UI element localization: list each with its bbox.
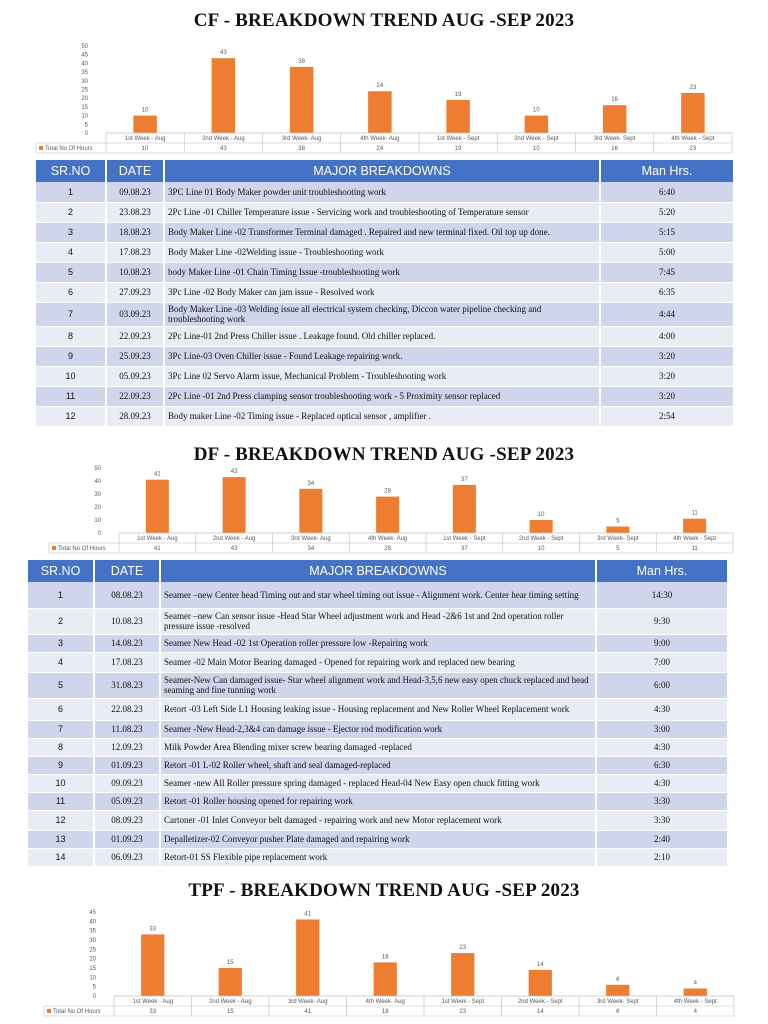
bar — [374, 962, 397, 996]
x-tick-label: 3rd Week- Sept — [596, 999, 639, 1005]
date-cell: 23.08.23 — [106, 202, 164, 222]
data-table-value: 18 — [381, 1009, 389, 1015]
df-breakdown-table — [28, 560, 729, 867]
table-row — [28, 738, 728, 756]
man-hours-cell: 4:00 — [600, 326, 734, 346]
table-row — [36, 222, 734, 242]
sr-no-cell: 6 — [28, 698, 94, 720]
man-hours-cell: 6:35 — [600, 282, 734, 302]
table-row — [28, 848, 728, 866]
sr-no-cell: 9 — [36, 346, 106, 366]
data-table-value: 37 — [461, 546, 468, 552]
data-table-value: 24 — [376, 146, 384, 152]
man-hours-cell: 4:44 — [600, 302, 734, 326]
y-tick-label: 0 — [84, 131, 88, 137]
x-tick-label: 2nd Week - Sept — [518, 536, 564, 542]
sr-no-cell: 9 — [28, 756, 94, 774]
x-tick-label: 4th Week- Aug — [365, 999, 405, 1005]
breakdown-description-cell: Body maker Line -02 Timing issue - Replaced optical sensor , amplifier . — [164, 406, 600, 426]
y-tick-label: 15 — [89, 966, 96, 972]
man-hours-cell: 6:40 — [600, 182, 734, 202]
x-tick-label: 4th Week- Aug — [360, 136, 400, 142]
table-row — [28, 634, 728, 652]
breakdown-description-cell: Retort -01 Roller housing opened for repairing work — [160, 792, 596, 810]
sr-no-cell: 10 — [36, 366, 106, 386]
date-cell: 25.09.23 — [106, 346, 164, 366]
data-table-value: 28 — [384, 546, 391, 552]
x-tick-label: 2nd Week - Aug — [212, 536, 256, 542]
data-label: 19 — [454, 91, 462, 98]
data-table-value: 23 — [689, 146, 697, 152]
table-row — [36, 346, 734, 366]
y-tick-label: 30 — [94, 492, 101, 498]
x-tick-label: 1st Week - Sept — [436, 136, 480, 142]
data-label: 24 — [376, 83, 384, 90]
date-cell: 10.08.23 — [94, 608, 160, 634]
sr-no-cell: 7 — [36, 302, 106, 326]
man-hours-cell: 7:00 — [596, 652, 728, 672]
date-cell: 08.08.23 — [94, 582, 160, 608]
breakdown-description-cell: Milk Powder Area Blending mixer screw bearing damaged -replaced — [160, 738, 596, 756]
sr-no-cell: 5 — [28, 672, 94, 698]
bar — [683, 519, 706, 533]
x-tick-label: 4th Week - Sept — [671, 136, 715, 142]
x-tick-label: 1st Week - Sept — [441, 999, 485, 1005]
date-cell: 22.08.23 — [94, 698, 160, 720]
table-row — [28, 830, 728, 848]
man-hours-cell: 3:00 — [596, 720, 728, 738]
breakdown-description-cell: Seamer-New Can damaged issue- Star wheel alignment work and Head-3,5,6 new easy open chuck replaced and head seaming and fine tunning work — [160, 672, 596, 698]
table-row — [28, 652, 728, 672]
y-tick-label: 45 — [81, 52, 88, 59]
data-table-value: 38 — [298, 146, 305, 152]
y-tick-label: 25 — [81, 87, 88, 94]
breakdown-description-cell: Seamer New Head -02 1st Operation roller pressure low -Repairing work — [160, 634, 596, 652]
bar — [368, 91, 391, 133]
data-label: 10 — [141, 107, 149, 114]
date-cell: 22.09.23 — [106, 386, 164, 406]
table-row — [28, 756, 728, 774]
data-label: 43 — [230, 469, 238, 476]
breakdown-description-cell: Body Maker Line -03 Welding issue all electrical system checking, Diccon water pipeline checking and troubleshooting work — [164, 302, 600, 326]
date-cell: 27.09.23 — [106, 282, 164, 302]
data-table-value: 41 — [304, 1009, 312, 1015]
date-header: DATE — [106, 160, 164, 182]
table-row — [36, 182, 734, 202]
x-tick-label: 1st Week - Aug — [124, 136, 166, 142]
x-tick-label: 4th Week- Aug — [368, 536, 408, 542]
sr-no-cell: 13 — [28, 830, 94, 848]
sr-no-cell: 5 — [36, 262, 106, 282]
y-tick-label: 5 — [92, 984, 96, 991]
bar — [684, 989, 707, 996]
sr-no-cell: 8 — [28, 738, 94, 756]
data-label: 37 — [461, 476, 468, 483]
bar — [223, 477, 246, 533]
data-label: 4 — [693, 980, 697, 987]
breakdown-description-cell: 3Pc Line-03 Oven Chiller issue - Found Leakage repairing work. — [164, 346, 600, 366]
data-table-value: 19 — [454, 146, 462, 152]
man-hours-header: Man Hrs. — [596, 560, 728, 582]
x-tick-label: 1st Week - Sept — [443, 536, 486, 542]
man-hours-cell: 3:20 — [600, 366, 734, 386]
bar — [606, 985, 629, 996]
data-label: 28 — [384, 488, 391, 495]
man-hours-cell: 9:00 — [596, 634, 728, 652]
data-table-value: 33 — [149, 1009, 157, 1015]
breakdown-description-cell: 2Pc Line -01 2nd Press clamping sensor troubleshooting work - 5 Proximity sensor replaced — [164, 386, 600, 406]
date-cell: 18.08.23 — [106, 222, 164, 242]
man-hours-cell: 14:30 — [596, 582, 728, 608]
date-cell: 01.09.23 — [94, 830, 160, 848]
sr-no-cell: 12 — [28, 810, 94, 830]
bar — [146, 480, 169, 533]
data-label: 14 — [536, 961, 544, 968]
man-hours-cell: 3:20 — [600, 346, 734, 366]
y-tick-label: 30 — [81, 78, 88, 85]
breakdown-description-cell: body Maker Line -01 Chain Timing Issue -troubleshooting work — [164, 262, 600, 282]
man-hours-cell: 4:30 — [596, 738, 728, 756]
date-cell: 05.09.23 — [106, 366, 164, 386]
bar — [299, 489, 322, 533]
date-cell: 10.08.23 — [106, 262, 164, 282]
x-tick-label: 3rd Week- Aug — [287, 999, 328, 1005]
bar — [219, 968, 242, 996]
table-row — [36, 242, 734, 262]
bar — [603, 105, 626, 133]
data-table-value: 10 — [533, 146, 540, 152]
sr-no-cell: 11 — [28, 792, 94, 810]
data-table-value: 41 — [154, 546, 161, 552]
data-label: 41 — [154, 471, 161, 478]
man-hours-cell: 5:00 — [600, 242, 734, 262]
data-label: 16 — [611, 97, 618, 104]
date-cell: 05.09.23 — [94, 792, 160, 810]
sr-no-header: SR.NO — [28, 560, 94, 582]
breakdown-description-cell: 3Pc Line -02 Body Maker can jam issue - Resolved work — [164, 282, 600, 302]
data-label: 11 — [691, 510, 698, 517]
breakdown-description-cell: Seamer –new Center head Timing out and star wheel timing out issue - Alignment work. Center hear timing setting — [160, 582, 596, 608]
x-tick-label: 1st Week - Aug — [137, 536, 178, 542]
data-table-value: 43 — [220, 146, 227, 152]
man-hours-cell: 9:30 — [596, 608, 728, 634]
x-tick-label: 2nd Week - Sept — [517, 999, 563, 1005]
sr-no-cell: 10 — [28, 774, 94, 792]
x-tick-label: 3rd Week- Sept — [593, 136, 636, 142]
table-row — [36, 202, 734, 222]
sr-no-cell: 6 — [36, 282, 106, 302]
sr-no-cell: 1 — [28, 582, 94, 608]
y-tick-label: 30 — [89, 938, 96, 944]
data-table-value: 14 — [536, 1009, 544, 1015]
y-tick-label: 0 — [97, 531, 101, 537]
date-cell: 17.08.23 — [106, 242, 164, 262]
data-table-value: 15 — [226, 1009, 234, 1015]
legend-label: Total No Of Hours — [53, 1009, 101, 1015]
breakdown-description-cell: 2Pc Line-01 2nd Press Chiller issue . Leakage found. Old chiller replaced. — [164, 326, 600, 346]
date-cell: 09.09.23 — [94, 774, 160, 792]
table-row — [28, 792, 728, 810]
bar — [212, 58, 235, 133]
man-hours-header: Man Hrs. — [600, 160, 734, 182]
x-tick-label: 2nd Week - Aug — [208, 999, 252, 1005]
x-tick-label: 1st Week - Aug — [132, 999, 174, 1005]
data-label: 5 — [616, 518, 620, 525]
y-tick-label: 25 — [89, 947, 96, 954]
data-table-value: 23 — [459, 1009, 467, 1015]
man-hours-cell: 6:30 — [596, 756, 728, 774]
x-tick-label: 3rd Week- Aug — [281, 136, 322, 142]
y-tick-label: 35 — [89, 928, 96, 935]
breakdown-description-cell: Seamer -New Head-2,3&4 can damage issue - Ejector rod modification work — [160, 720, 596, 738]
legend-key — [39, 146, 43, 150]
table-row — [28, 672, 728, 698]
breakdown-description-cell: 3Pc Line 02 Servo Alarm issue, Mechanical Problem - Troubleshooting work — [164, 366, 600, 386]
man-hours-cell: 7:45 — [600, 262, 734, 282]
man-hours-cell: 2:40 — [596, 830, 728, 848]
table-row — [28, 608, 728, 634]
tpf-section-title: TPF - BREAKDOWN TREND AUG -SEP 2023 — [188, 880, 580, 901]
y-tick-label: 40 — [89, 919, 96, 926]
bar — [446, 100, 469, 133]
table-row — [36, 302, 734, 326]
y-tick-label: 50 — [94, 466, 101, 472]
sr-no-cell: 12 — [36, 406, 106, 426]
date-cell: 17.08.23 — [94, 652, 160, 672]
sr-no-header: SR.NO — [36, 160, 106, 182]
df-breakdown-chart — [43, 466, 735, 558]
y-tick-label: 40 — [94, 479, 101, 485]
breakdown-description-cell: Retort -01 L-02 Roller wheel, shaft and seal damaged-replaced — [160, 756, 596, 774]
man-hours-cell: 4:30 — [596, 698, 728, 720]
breakdown-description-cell: Body Maker Line -02Welding issue - Troubleshooting work — [164, 242, 600, 262]
data-label: 23 — [459, 945, 467, 952]
table-row — [36, 366, 734, 386]
bar — [681, 93, 704, 133]
bar — [525, 116, 548, 133]
date-cell: 31.08.23 — [94, 672, 160, 698]
major-breakdowns-header: MAJOR BREAKDOWNS — [164, 160, 600, 182]
x-tick-label: 3rd Week- Sept — [597, 536, 639, 542]
df-section-title: DF - BREAKDOWN TREND AUG -SEP 2023 — [193, 444, 575, 465]
sr-no-cell: 4 — [28, 652, 94, 672]
bar — [290, 67, 313, 133]
date-header: DATE — [94, 560, 160, 582]
legend-key — [47, 1009, 51, 1013]
date-cell: 06.09.23 — [94, 848, 160, 866]
breakdown-description-cell: Depalletizer-02 Conveyor pusher Plate damaged and repairing work — [160, 830, 596, 848]
data-label: 6 — [616, 976, 620, 983]
date-cell: 14.08.23 — [94, 634, 160, 652]
y-tick-label: 20 — [94, 505, 101, 511]
breakdown-description-cell: Seamer -02 Main Motor Bearing damaged - Opened for repairing work and replaced new bearing — [160, 652, 596, 672]
data-table-value: 4 — [693, 1009, 697, 1015]
man-hours-cell: 2:54 — [600, 406, 734, 426]
breakdown-description-cell: Retort -03 Left Side L1 Housing leaking issue - Housing replacement and New Roller Wheel Replacement work — [160, 698, 596, 720]
date-cell: 11.08.23 — [94, 720, 160, 738]
table-row — [28, 810, 728, 830]
table-row — [36, 406, 734, 426]
date-cell: 01.09.23 — [94, 756, 160, 774]
y-tick-label: 45 — [89, 910, 96, 916]
breakdown-description-cell: Cartoner -01 Inlet Conveyor belt damaged - repairing work and new Motor replacement work — [160, 810, 596, 830]
y-tick-label: 20 — [89, 956, 96, 963]
data-label: 10 — [533, 107, 540, 114]
table-row — [36, 386, 734, 406]
sr-no-cell: 2 — [28, 608, 94, 634]
major-breakdowns-header: MAJOR BREAKDOWNS — [160, 560, 596, 582]
data-table-value: 16 — [611, 146, 618, 152]
bar — [296, 919, 319, 996]
data-label: 18 — [381, 954, 389, 961]
data-label: 43 — [220, 50, 227, 57]
y-tick-label: 40 — [81, 61, 88, 68]
cf-breakdown-chart — [36, 40, 734, 158]
legend-label: Total No Of Hours — [58, 546, 106, 552]
data-label: 34 — [307, 480, 315, 487]
y-tick-label: 20 — [81, 96, 88, 103]
man-hours-cell: 5:20 — [600, 202, 734, 222]
sr-no-cell: 11 — [36, 386, 106, 406]
table-row — [36, 262, 734, 282]
man-hours-cell: 3:30 — [596, 810, 728, 830]
breakdown-description-cell: Retort-01 SS Flexible pipe replacement work — [160, 848, 596, 866]
bar — [451, 953, 474, 996]
bar — [529, 970, 552, 996]
cf-breakdown-table — [36, 160, 735, 427]
data-table-value: 10 — [537, 546, 545, 552]
x-tick-label: 2nd Week - Aug — [202, 136, 245, 142]
sr-no-cell: 3 — [28, 634, 94, 652]
man-hours-cell: 3:20 — [600, 386, 734, 406]
bar — [141, 934, 164, 996]
table-row — [28, 698, 728, 720]
x-tick-label: 2nd Week - Sept — [514, 136, 559, 142]
man-hours-cell: 3:30 — [596, 792, 728, 810]
y-tick-label: 50 — [81, 44, 88, 50]
date-cell: 03.09.23 — [106, 302, 164, 326]
data-label: 15 — [226, 960, 234, 966]
y-tick-label: 5 — [84, 122, 88, 129]
data-table-value: 5 — [616, 546, 620, 552]
bar — [376, 497, 399, 533]
legend-label: Total No Of Hours — [45, 146, 93, 152]
cf-section-title: CF - BREAKDOWN TREND AUG -SEP 2023 — [193, 10, 575, 31]
breakdown-description-cell: Seamer -new All Roller pressure spring damaged - replaced Head-04 New Easy open chuck fitting work — [160, 774, 596, 792]
data-table-value: 6 — [616, 1009, 620, 1015]
bar — [453, 485, 476, 533]
breakdown-description-cell: Body Maker Line -02 Transformer Terminal damaged . Repaired and new terminal fixed. Oil top up done. — [164, 222, 600, 242]
y-tick-label: 35 — [81, 70, 88, 77]
sr-no-cell: 3 — [36, 222, 106, 242]
man-hours-cell: 2:10 — [596, 848, 728, 866]
sr-no-cell: 14 — [28, 848, 94, 866]
legend-key — [52, 546, 56, 550]
data-table-value: 11 — [691, 546, 698, 552]
data-table-value: 10 — [141, 146, 149, 152]
table-row — [28, 720, 728, 738]
table-row — [28, 774, 728, 792]
y-tick-label: 15 — [81, 104, 88, 111]
bar — [606, 527, 629, 534]
bar — [530, 520, 553, 533]
date-cell: 12.09.23 — [94, 738, 160, 756]
date-cell: 08.09.23 — [94, 810, 160, 830]
data-table-value: 43 — [230, 546, 238, 552]
date-cell: 28.09.23 — [106, 406, 164, 426]
data-label: 33 — [149, 926, 157, 933]
sr-no-cell: 2 — [36, 202, 106, 222]
x-tick-label: 4th Week - Sept — [673, 999, 717, 1005]
breakdown-description-cell: 2Pc Line -01 Chiller Temperature issue - Servicing work and troubleshooting of Temperature sensor — [164, 202, 600, 222]
date-cell: 09.08.23 — [106, 182, 164, 202]
breakdown-description-cell: Seamer –new Can sensor issue -Head Star Wheel adjustment work and Head -2&6 1st and 2nd operation roller pressure issue -resolved — [160, 608, 596, 634]
y-tick-label: 10 — [94, 518, 101, 524]
y-tick-label: 10 — [81, 113, 88, 120]
data-label: 23 — [689, 84, 697, 91]
sr-no-cell: 1 — [36, 182, 106, 202]
table-row — [36, 326, 734, 346]
table-row — [36, 282, 734, 302]
man-hours-cell: 6:00 — [596, 672, 728, 698]
date-cell: 22.09.23 — [106, 326, 164, 346]
breakdown-description-cell: 3PC Line 01 Body Maker powder unit troubleshooting work — [164, 182, 600, 202]
bar — [133, 116, 156, 133]
data-label: 38 — [298, 58, 305, 65]
man-hours-cell: 5:15 — [600, 222, 734, 242]
x-tick-label: 3rd Week- Aug — [291, 536, 331, 542]
man-hours-cell: 4:30 — [596, 774, 728, 792]
data-table-value: 34 — [307, 546, 315, 552]
data-label: 10 — [537, 512, 545, 518]
sr-no-cell: 7 — [28, 720, 94, 738]
tpf-breakdown-chart — [46, 906, 736, 1024]
x-tick-label: 4th Week - Sept — [673, 536, 717, 542]
table-row — [28, 582, 728, 608]
y-tick-label: 0 — [92, 994, 96, 1000]
y-tick-label: 10 — [89, 975, 96, 982]
sr-no-cell: 8 — [36, 326, 106, 346]
data-label: 41 — [304, 911, 312, 918]
sr-no-cell: 4 — [36, 242, 106, 262]
